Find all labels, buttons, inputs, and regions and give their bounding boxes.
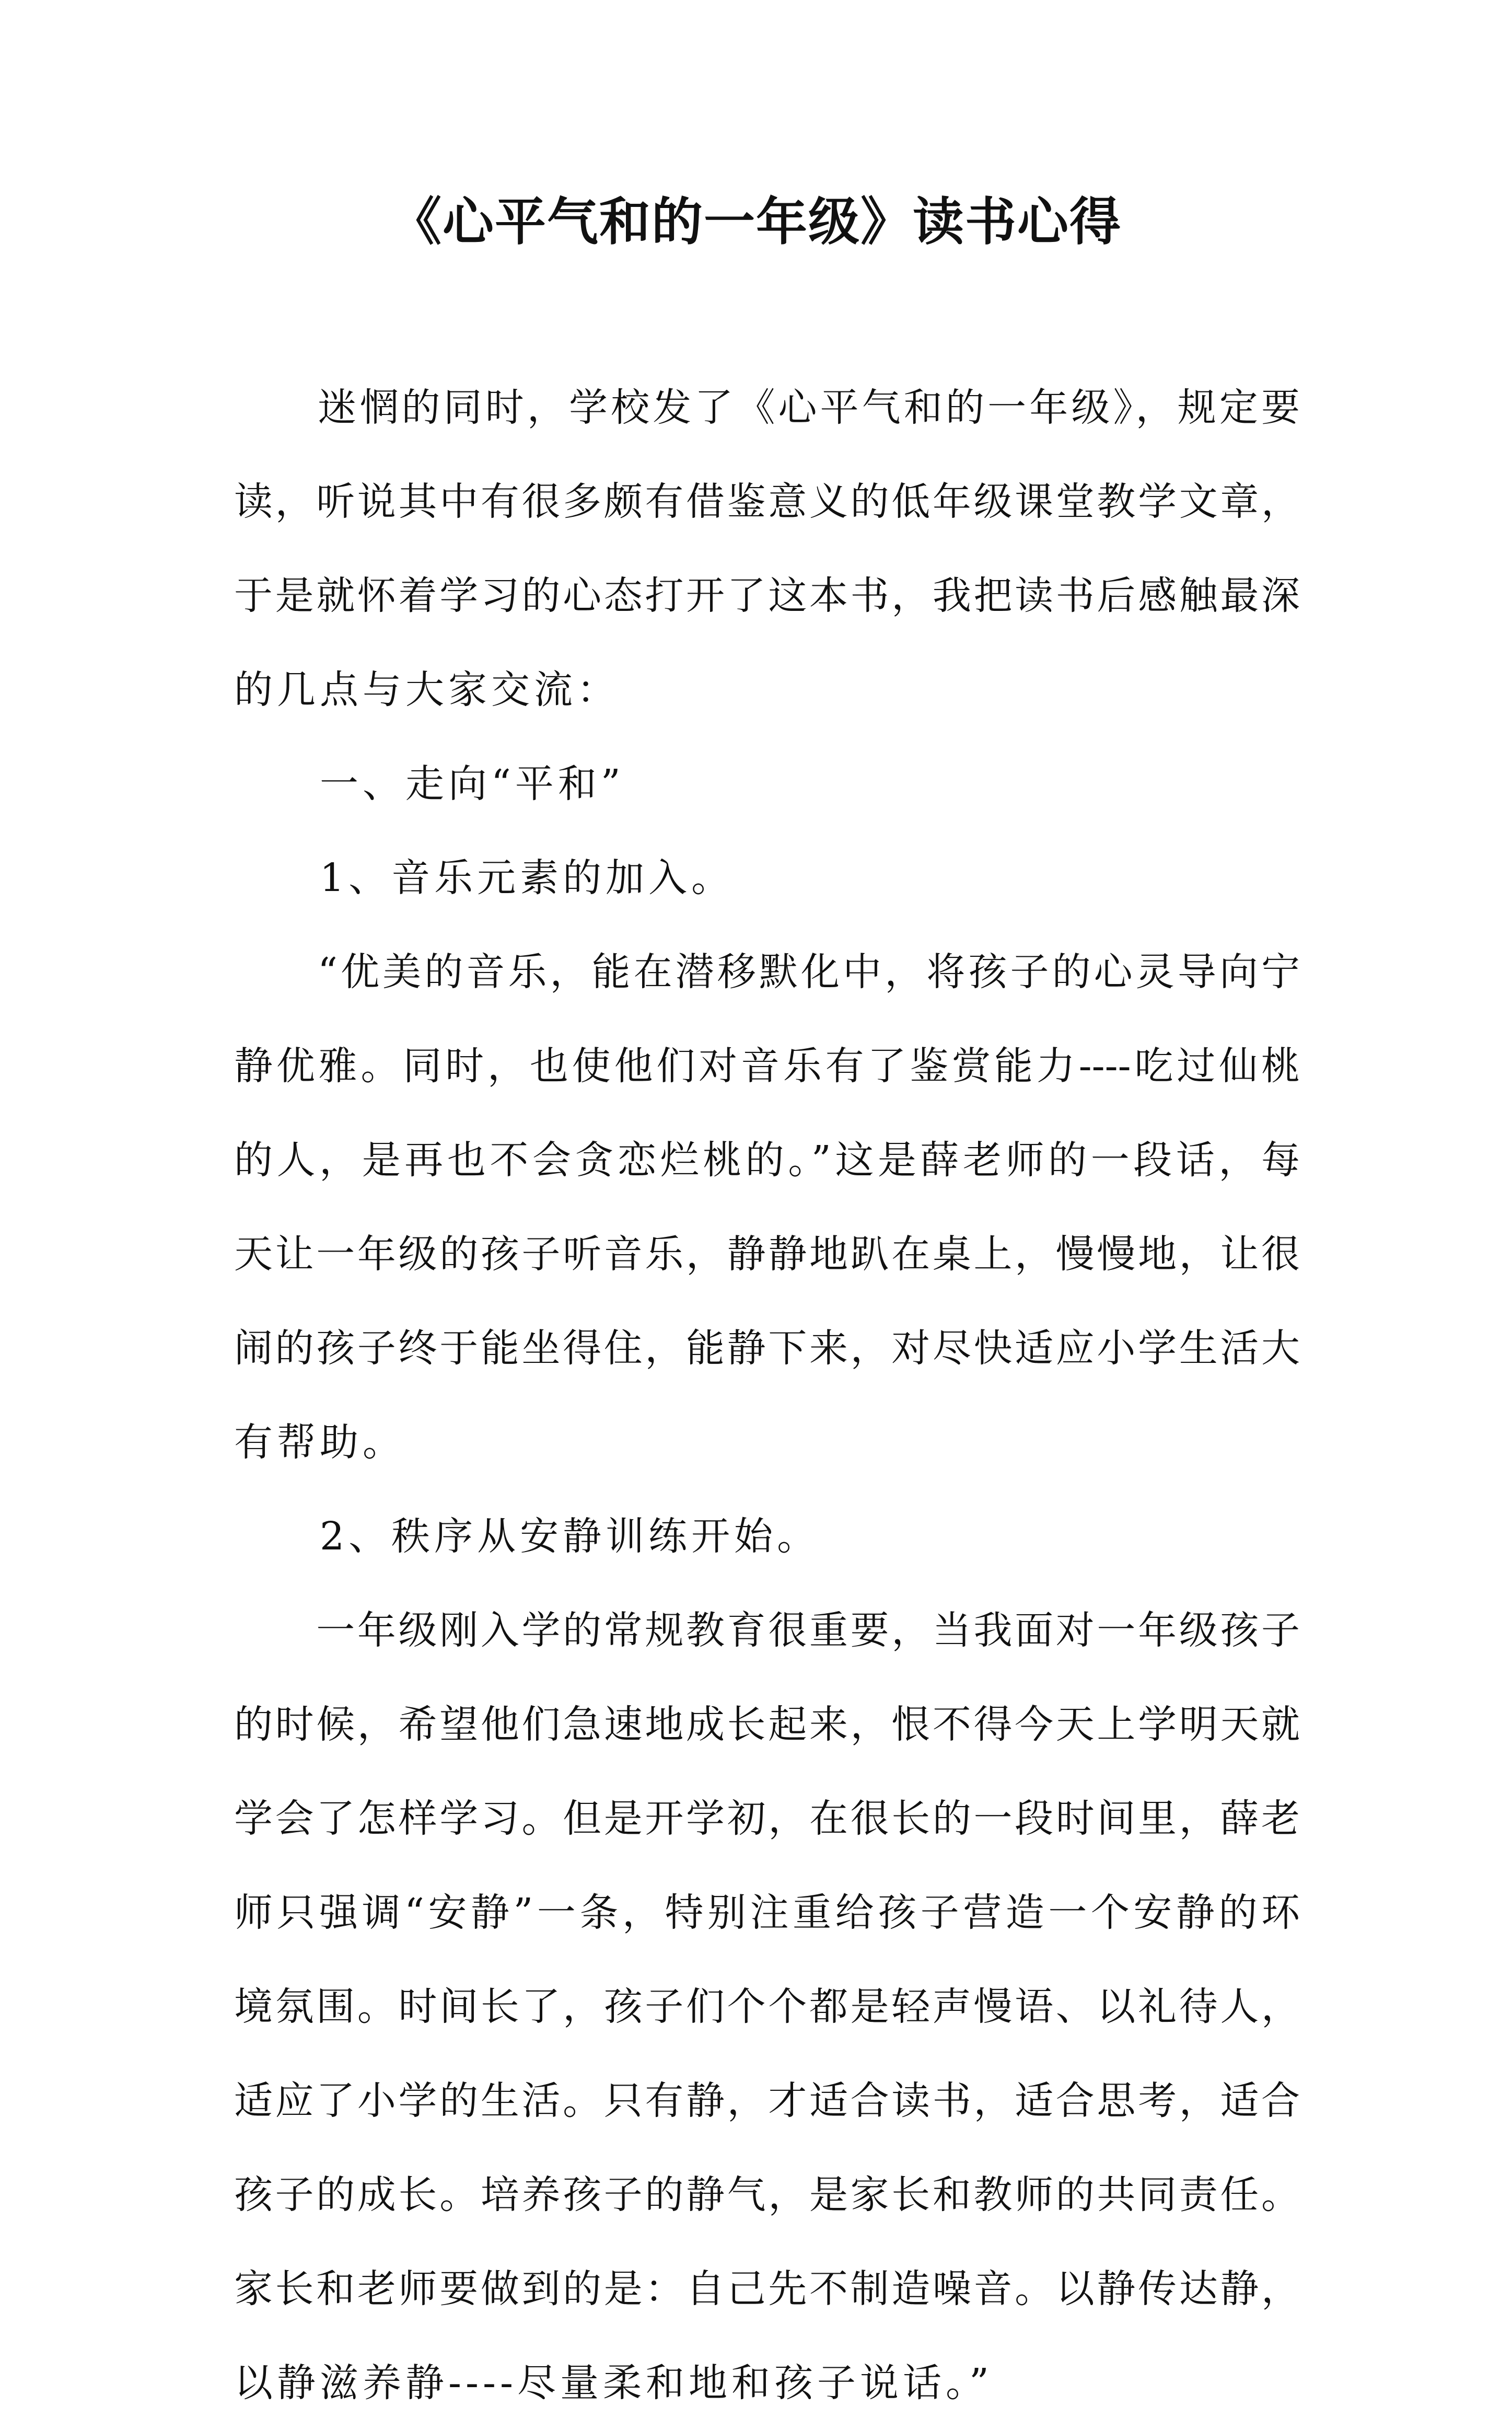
- text-line: 一年级刚入学的常规教育很重要，当我面对一年级孩子: [234, 1608, 1300, 1653]
- text-line: 孩子的成长。培养孩子的静气，是家长和教师的共同责任。: [234, 2172, 1300, 2217]
- text-line: “优美的音乐，能在潜移默化中，将孩子的心灵导向宁: [234, 950, 1300, 994]
- text-line: 读，听说其中有很多颇有借鉴意义的低年级课堂教学文章，: [234, 479, 1300, 524]
- text-line: 家长和老师要做到的是：自己先不制造噪音。以静传达静，: [234, 2266, 1300, 2311]
- text-line: 的时候，希望他们急速地成长起来，恨不得今天上学明天就: [234, 1702, 1300, 1747]
- text-line: 有帮助。: [234, 1420, 405, 1465]
- text-line: 师只强调“安静”一条，特别注重给孩子营造一个安静的环: [234, 1890, 1300, 1935]
- text-line: 闹的孩子终于能坐得住，能静下来，对尽快适应小学生活大: [234, 1326, 1300, 1371]
- text-line: 于是就怀着学习的心态打开了这本书，我把读书后感触最深: [234, 573, 1300, 618]
- document-body: [234, 361, 1300, 2430]
- subsection-heading: 2、秩序从安静训练开始。: [234, 1514, 820, 1559]
- text-line: 天让一年级的孩子听音乐，静静地趴在桌上，慢慢地，让很: [234, 1232, 1300, 1277]
- text-line: 以静滋养静----尽量柔和地和孩子说话。”: [234, 2360, 993, 2405]
- text-line: 迷惘的同时，学校发了《心平气和的一年级》，规定要: [234, 385, 1300, 430]
- text-line: 的人，是再也不会贪恋烂桃的。”这是薛老师的一段话，每: [234, 1138, 1300, 1183]
- text-line: 境氛围。时间长了，孩子们个个都是轻声慢语、以礼待人，: [234, 1984, 1300, 2029]
- text-line: 静优雅。同时，也使他们对音乐有了鉴赏能力----吃过仙桃: [234, 1044, 1300, 1089]
- subsection-heading: 1、音乐元素的加入。: [234, 855, 735, 900]
- document-title: 《心平气和的一年级》读书心得: [390, 192, 1122, 252]
- text-line: 适应了小学的生活。只有静，才适合读书，适合思考，适合: [234, 2078, 1300, 2123]
- section-heading: 一、走向“平和”: [234, 761, 625, 806]
- text-line: 的几点与大家交流：: [234, 667, 620, 712]
- text-line: 学会了怎样学习。但是开学初，在很长的一段时间里，薛老: [234, 1796, 1300, 1841]
